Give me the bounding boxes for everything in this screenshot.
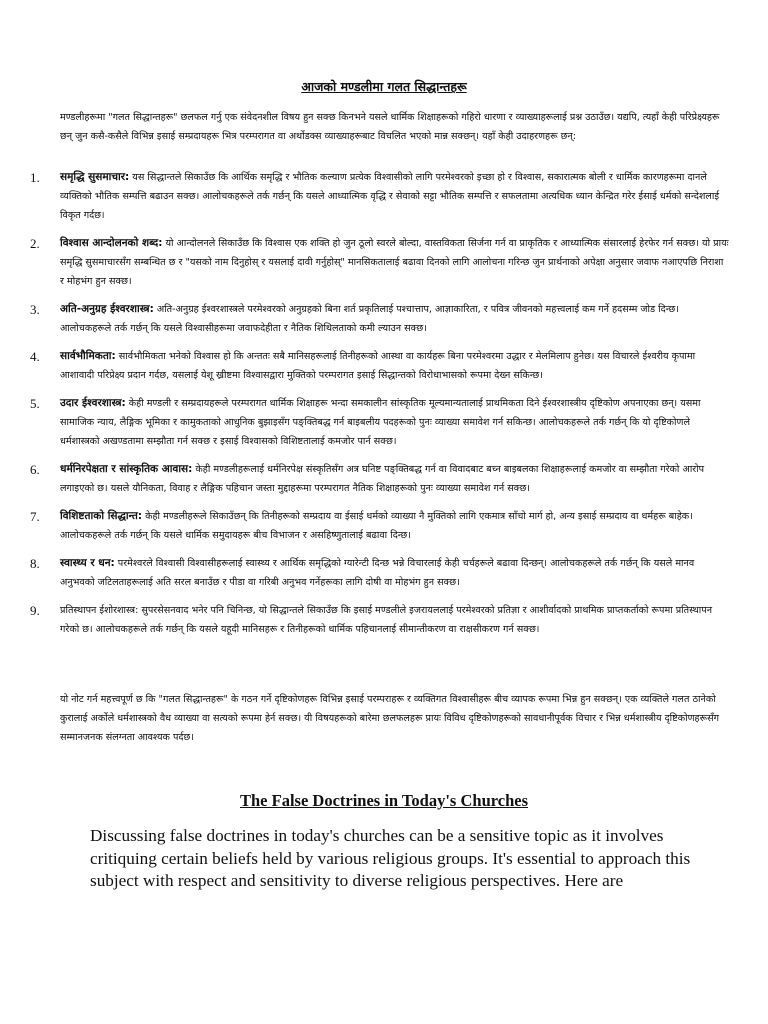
- nepali-title: [0, 78, 768, 95]
- item-title: प्रतिस्थापन ईशोरशास्त्र:: [60, 605, 139, 616]
- nepali-title-text: आजको मण्डलीमा गलत सिद्धान्तहरू: [301, 79, 467, 94]
- item-number: 6.: [30, 462, 40, 477]
- item-text: सुपरसेसनवाद भनेर पनि चिनिन्छ, यो सिद्धान्तले सिकाउँछ कि इसाई मण्डलीले इजरायललाई परमेश्वरको प्रतिज्ञा र आशीर्वादको प्राथमिक प्राप्तकर्ताको रूपमा प्रतिस्थापन गरेको छ। आलोचकहरूले तर्क गर्छन् कि यसले यहूदी मानिसहरू र तिनीहरूको धार्मिक पहिचानलाई सीमान्तीकरण वा राक्षसीकरण गर्न सक्छ।: [60, 605, 713, 635]
- list-item: [30, 347, 730, 385]
- item-text: सार्वभौमिकता भनेको विश्वास हो कि अन्ततः सबै मानिसहरूलाई तिनीहरूको आस्था वा कार्यहरू बिना परमेश्वरमा उद्धार र मेलमिलाप हुनेछ। यस विचारले ईश्वरीय कृपामा आशावादी परिप्रेक्ष्य प्रदान गर्दछ, यसलाई येशू ख्रीष्टमा विश्वासद्वारा मुक्तिको परम्परागत इसाई सिद्धान्तको विरोधाभासको रूपमा देख्न सकिन्छ।: [60, 351, 696, 381]
- list-item: [30, 168, 730, 225]
- item-number: 8.: [30, 556, 40, 571]
- item-number: 9.: [30, 603, 40, 618]
- item-title: उदार ईश्वरशास्त्र:: [60, 397, 126, 409]
- item-title: विश्वास आन्दोलनको शब्द:: [60, 237, 163, 249]
- list-item: [30, 460, 730, 498]
- item-title: विशिष्टताको सिद्धान्त:: [60, 510, 143, 522]
- item-title: अति-अनुग्रह ईश्वरशास्त्र:: [60, 303, 154, 315]
- list-item: [30, 507, 730, 545]
- item-text: केही मण्डलीहरूले सिकाउँछन् कि तिनीहरूको सम्प्रदाय वा ईसाई धर्मको व्याख्या नै मुक्तिको लागि एकमात्र साँचो मार्ग हो, अन्य इसाई सम्प्रदाय वा धर्महरू बाहेक। आलोचकहरूले तर्क गर्छन् कि यसले धार्मिक समुदायहरू बीच विभाजन र असहिष्णुतालाई बढावा दिन्छ।: [60, 511, 693, 541]
- item-title: स्वास्थ्य र धन:: [60, 557, 115, 569]
- list-item: [30, 300, 730, 338]
- item-number: 2.: [30, 236, 40, 251]
- doctrine-list: [30, 168, 730, 648]
- intro-paragraph: मण्डलीहरूमा "गलत सिद्धान्तहरू" छलफल गर्नु एक संवेदनशील विषय हुन सक्छ किनभने यसले धार्मिक शिक्षाहरूको गहिरो धारणा र व्याख्याहरूलाई प्रश्न उठाउँछ। यद्यपि, त्यहाँ केही परिप्रेक्ष्यहरू छन् जुन कसै-कसैले विभिन्न इसाई सम्प्रदायहरू भित्र परम्परागत वा अर्थोडक्स व्याख्याहरूबाट विचलित भएको मान्न सक्छन्। यहाँ केही उदाहरणहरू छन्:: [60, 112, 720, 142]
- english-title: The False Doctrines in Today's Churches: [239, 791, 529, 810]
- english-body: Discussing false doctrines in today's churches can be a sensitive topic as it involves critiquing certain beliefs held by various religious groups. It's essential to approach this subject with respect and sensitivity to diverse religious perspectives. Here are: [90, 826, 691, 890]
- item-text: यस सिद्धान्तले सिकाउँछ कि आर्थिक समृद्धि र भौतिक कल्याण प्रत्येक विश्वासीको लागि परमेश्वरको इच्छा हो र विश्वास, सकारात्मक बोली र धार्मिक कारणहरूमा दानले व्यक्तिको भौतिक सम्पत्ति बढाउन सक्छ। आलोचकहरूले तर्क गर्छन् कि यसले आध्यात्मिक वृद्धि र सेवाको सट्टा भौतिक सम्पत्ति र सफलतामा अत्यधिक ध्यान केन्द्रित गरेर ईसाई धर्मको सन्देशलाई विकृत गर्दछ।: [60, 172, 720, 221]
- item-text: यो आन्दोलनले सिकाउँछ कि विश्वास एक शक्ति हो जुन ठूलो स्वरले बोल्दा, वास्तविकता सिर्जना गर्न वा प्राकृतिक र आध्यात्मिक संसारलाई हेरफेर गर्न सक्छ। यो प्रायः समृद्धि सुसमाचारसँग सम्बन्धित छ र "यसको नाम दिनुहोस् र यसलाई दावी गर्नुहोस्" मानसिकतालाई बढावा दिनको लागि आलोचना गरिन्छ जुन प्रार्थनाको अपेक्षा अनुसार जवाफ नआएपछि निराशा र मोहभंग हुन सक्छ।: [60, 238, 729, 287]
- item-text: अति-अनुग्रह ईश्वरशास्त्रले परमेश्वरको अनुग्रहको बिना शर्त प्रकृतिलाई पश्चात्ताप, आज्ञाकारिता, र पवित्र जीवनको महत्त्वलाई कम गर्ने हदसम्म जोड दिन्छ। आलोचकहरूले तर्क गर्छन् कि यसले विश्वासीहरूमा जवाफदेहीता र नैतिक शिथिलताको कमी ल्याउन सक्छ।: [60, 304, 679, 334]
- closing-paragraph: यो नोट गर्न महत्त्वपूर्ण छ कि "गलत सिद्धान्तहरू" के गठन गर्ने दृष्टिकोणहरू विभिन्न इसाई परम्पराहरू र व्यक्तिगत विश्वासीहरू बीच व्यापक रूपमा भिन्न हुन सक्छन्। एक व्यक्तिले गलत ठानेको कुरालाई अर्कोले धर्मशास्त्रको वैध व्याख्या वा सत्यको रूपमा हेर्न सक्छ। यी विषयहरूको बारेमा छलफलहरू प्रायः विविध दृष्टिकोणहरूको सावधानीपूर्वक विचार र भिन्न धर्मशास्त्रीय दृष्टिकोणहरूसँग सम्मानजनक संलग्नता आवश्यक पर्दछ।: [60, 694, 719, 743]
- list-item: [30, 234, 730, 291]
- list-item: [30, 601, 730, 639]
- item-number: 4.: [30, 349, 40, 364]
- item-number: 1.: [30, 170, 40, 185]
- item-title: सार्वभौमिकता:: [60, 350, 116, 362]
- list-item: [30, 394, 730, 451]
- item-number: 5.: [30, 396, 40, 411]
- item-text: केही मण्डलीहरूलाई धर्मनिरपेक्ष संस्कृतिसँग अत्र घनिष्ट पङ्क्तिबद्ध गर्न वा विवादबाट बच्न बाइबलका शिक्षाहरूलाई कमजोर वा सम्झौता गरेको आरोप लगाइएको छ। यसले यौनिकता, विवाह र लैङ्गिक पहिचान जस्ता मुद्दाहरूमा परम्परागत नैतिक शिक्षाहरूको पुनः व्याख्या समावेश गर्न सक्छ।: [60, 464, 705, 494]
- item-number: 7.: [30, 509, 40, 524]
- list-item: [30, 554, 730, 592]
- item-text: परमेश्वरले विश्वासी विश्वासीहरूलाई स्वास्थ्य र आर्थिक समृद्धिको ग्यारेन्टी दिन्छ भन्ने विचारलाई केही चर्चहरूले बढावा दिन्छन्। आलोचकहरूले तर्क गर्छन् कि यसले मानव अनुभवको जटिलताहरूलाई अति सरल बनाउँछ र पीडा वा गरिबी अनुभव गर्नेहरूका लागि दोषी वा मोहभंग हुन सक्छ।: [60, 558, 695, 588]
- item-title: समृद्धि सुसमाचार:: [60, 171, 130, 183]
- item-text: केही मण्डली र सम्प्रदायहरूले परम्परागत धार्मिक शिक्षाहरू भन्दा समकालीन सांस्कृतिक मूल्यमान्यतालाई प्राथमिकता दिने ईश्वरशास्त्रीय दृष्टिकोण अपनाएका छन्। यसमा सामाजिक न्याय, लैङ्गिक भूमिका र कामुकताको आधुनिक बुझाइसँग पङ्क्तिबद्ध गर्न बाइबलीय पदहरूको पुनः व्याख्या समावेश गर्न सकिन्छ। आलोचकहरूले तर्क गर्छन् कि यो दृष्टिकोणले धर्मशास्त्रको अखण्डतामा सम्झौता गर्न सक्छ र इसाई विश्वासको विशिष्टतालाई कमजोर पार्न सक्छ।: [60, 398, 701, 447]
- item-title: धर्मनिरपेक्षता र सांस्कृतिक आवास:: [60, 463, 193, 475]
- item-number: 3.: [30, 302, 40, 317]
